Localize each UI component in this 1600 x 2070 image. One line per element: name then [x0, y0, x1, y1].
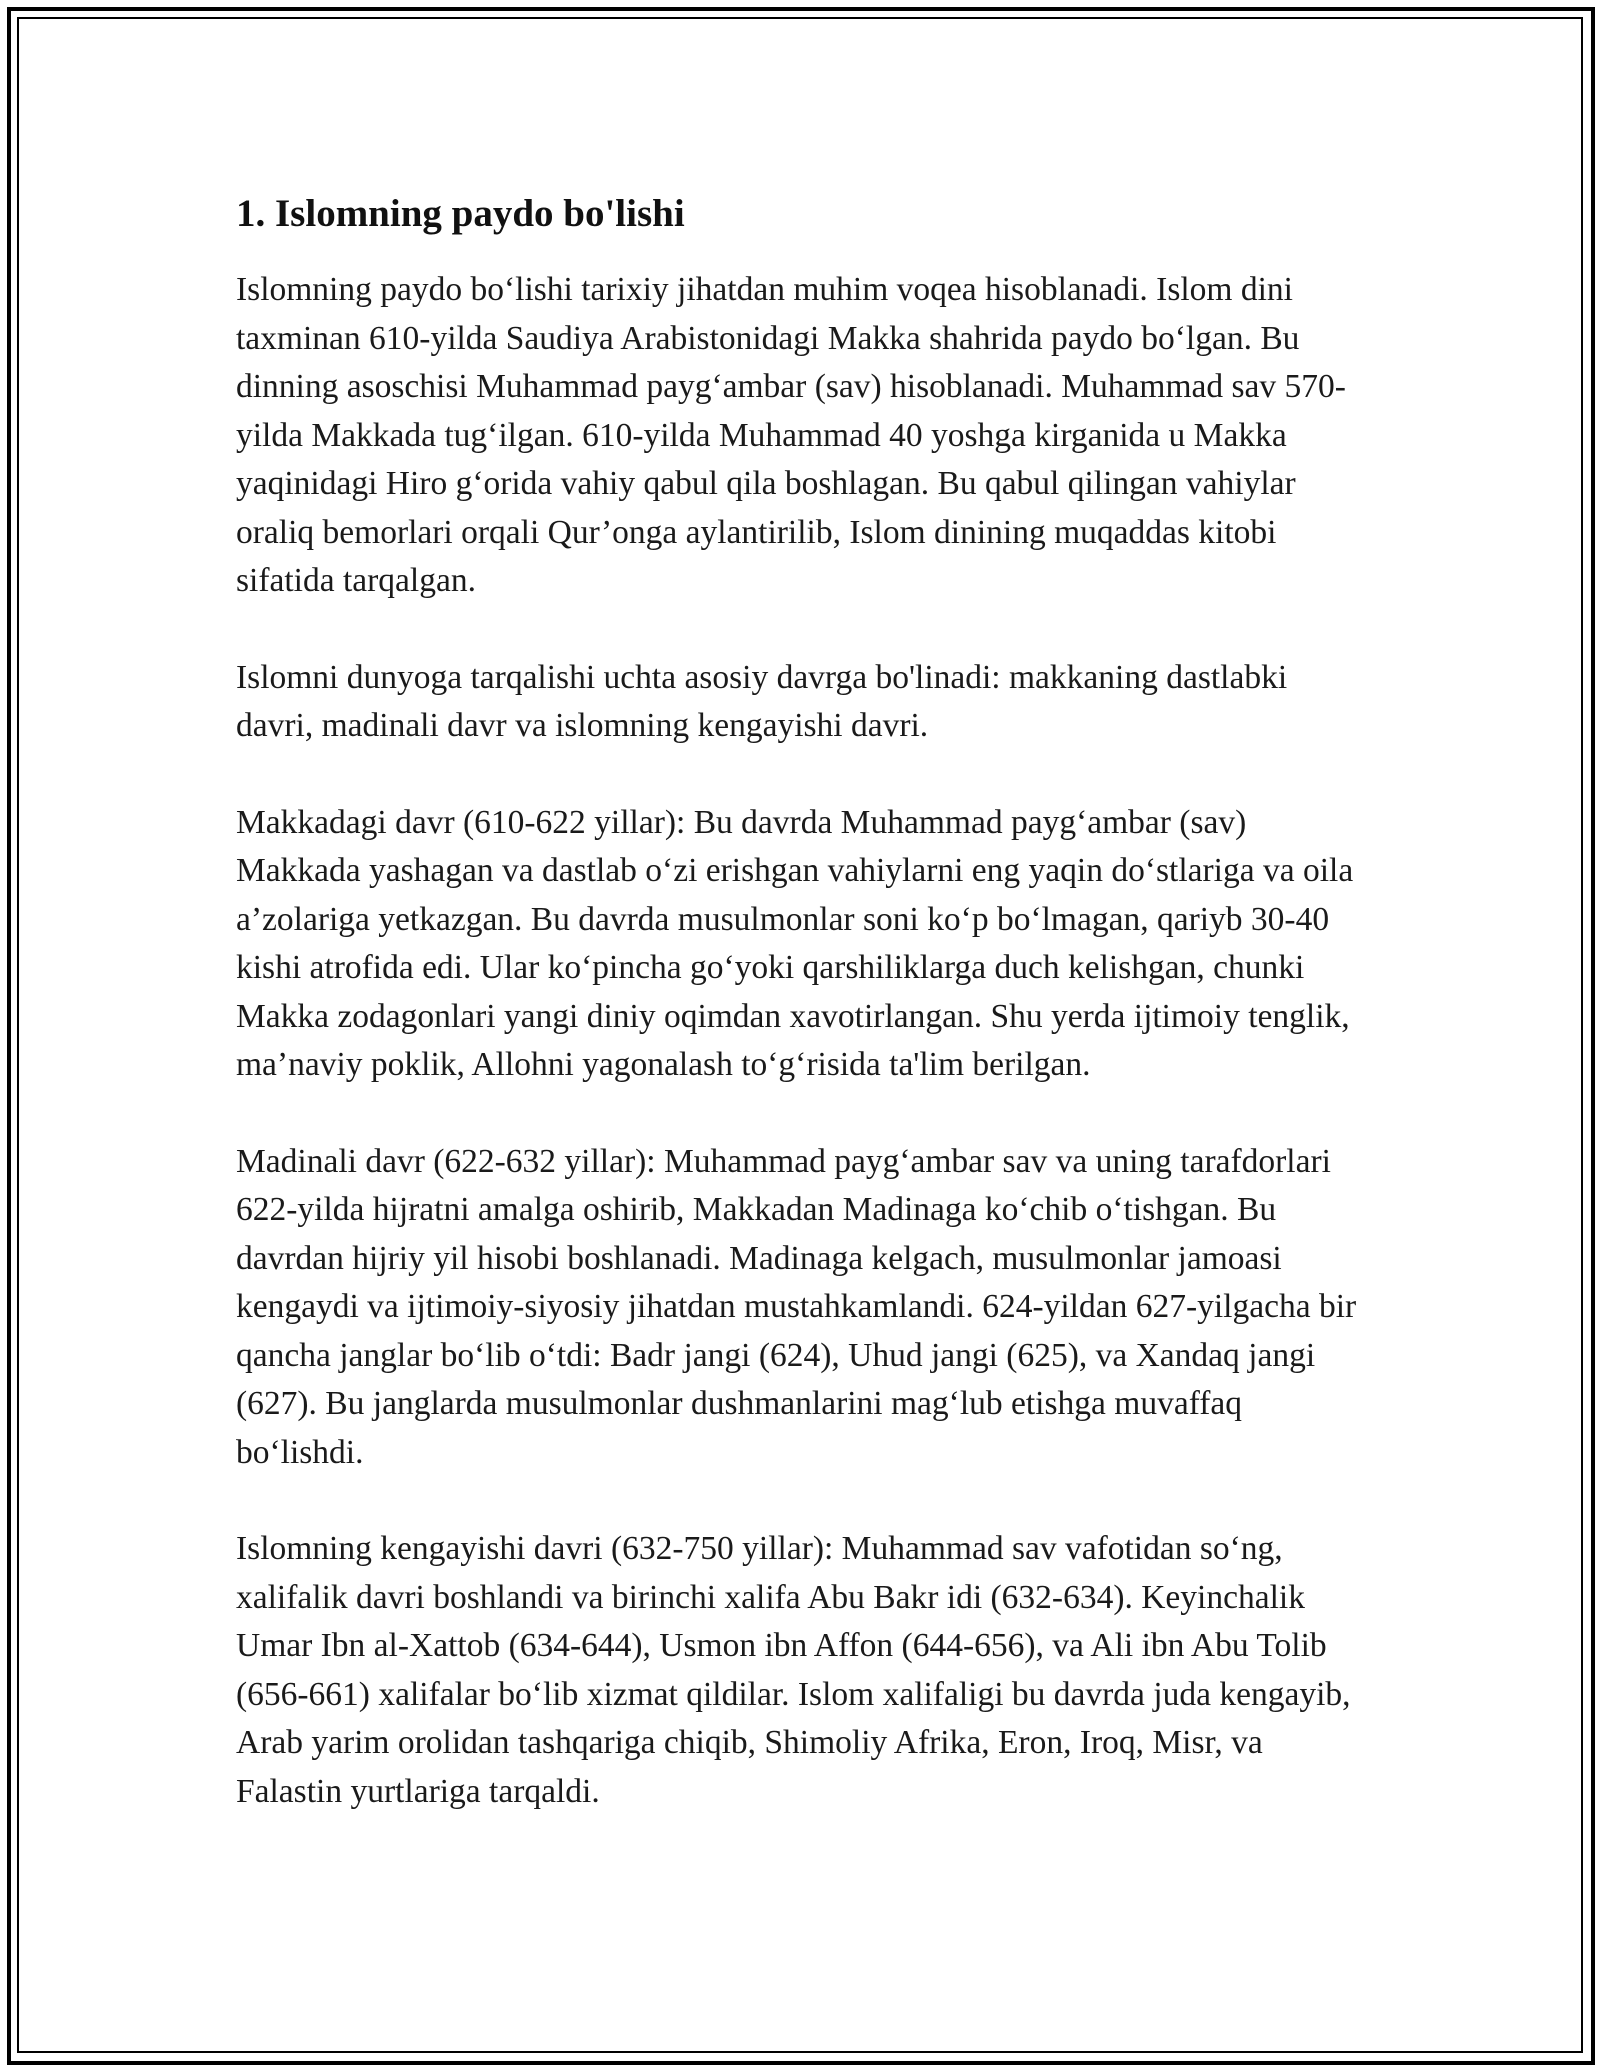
paragraph-periods-overview: Islomni dunyoga tarqalishi uchta asosiy davrga bo'linadi: makkaning dastlabki davri, madinali davr va islomning kengayishi davri. — [236, 658, 1288, 744]
paragraph-expansion-period: Islomning kengayishi davri (632-750 yillar): Muhammad sav vafotidan so‘ng, xalifalik davri boshlandi va birinchi xalifa Abu Bakr idi (632-634). Keyinchalik Umar Ibn al-Xattob (634-644), Usmon ibn Affon (644-656), va Ali ibn Abu Tolib (656-661) xalifalar bo‘lib xizmat qildilar. Islom xalifaligi bu davrda juda kengayib, Arab yarim orolidan tashqariga chiqib, Shimoliy Afrika, Eron, Iroq, Misr, va Falastin yurtlariga tarqaldi. — [236, 1530, 1351, 1810]
paragraph-intro: Islomning paydo bo‘lishi tarixiy jihatdan muhim voqea hisoblanadi. Islom dini taxminan 610-yilda Saudiya Arabistonidagi Makka shahrida paydo bo‘lgan. Bu dinning asoschisi Muhammad payg‘ambar (sav) hisoblanadi. Muhammad sav 570-yilda Makkada tug‘ilgan. 610-yilda Muhammad 40 yoshga kirganida u Makka yaqinidagi Hiro g‘orida vahiy qabul qila boshlagan. Bu qabul qilingan vahiylar oraliq bemorlari orqali Qur’onga aylantirilib, Islom dinining muqaddas kitobi sifatida tarqalgan. — [236, 271, 1346, 599]
document-body — [236, 188, 1366, 1864]
paragraph-madina-period: Madinali davr (622-632 yillar): Muhammad payg‘ambar sav va uning tarafdorlari 622-yilda hijratni amalga oshirib, Makkadan Madinaga ko‘chib o‘tishgan. Bu davrdan hijriy yil hisobi boshlanadi. Madinaga kelgach, musulmonlar jamoasi kengaydi va ijtimoiy-siyosiy jihatdan mustahkamlandi. 624-yildan 627-yilgacha bir qancha janglar bo‘lib o‘tdi: Badr jangi (624), Uhud jangi (625), va Xandaq jangi (627). Bu janglarda musulmonlar dushmanlarini mag‘lub etishga muvaffaq bo‘lishdi. — [236, 1142, 1357, 1471]
paragraph-makka-period: Makkadagi davr (610-622 yillar): Bu davrda Muhammad payg‘ambar (sav) Makkada yashagan va dastlab o‘zi erishgan vahiylarni eng yaqin do‘stlariga va oila a’zolariga yetkazgan. Bu davrda musulmonlar soni ko‘p bo‘lmagan, qariyb 30-40 kishi atrofida edi. Ular ko‘pincha go‘yoki qarshiliklarga duch kelishgan, chunki Makka zodagonlari yangi diniy oqimdan xavotirlangan. Shu yerda ijtimoiy tenglik, ma’naviy poklik, Allohni yagonalash to‘g‘risida ta'lim berilgan. — [236, 803, 1354, 1083]
section-heading: 1. Islomning paydo bo'lishi — [236, 192, 685, 235]
